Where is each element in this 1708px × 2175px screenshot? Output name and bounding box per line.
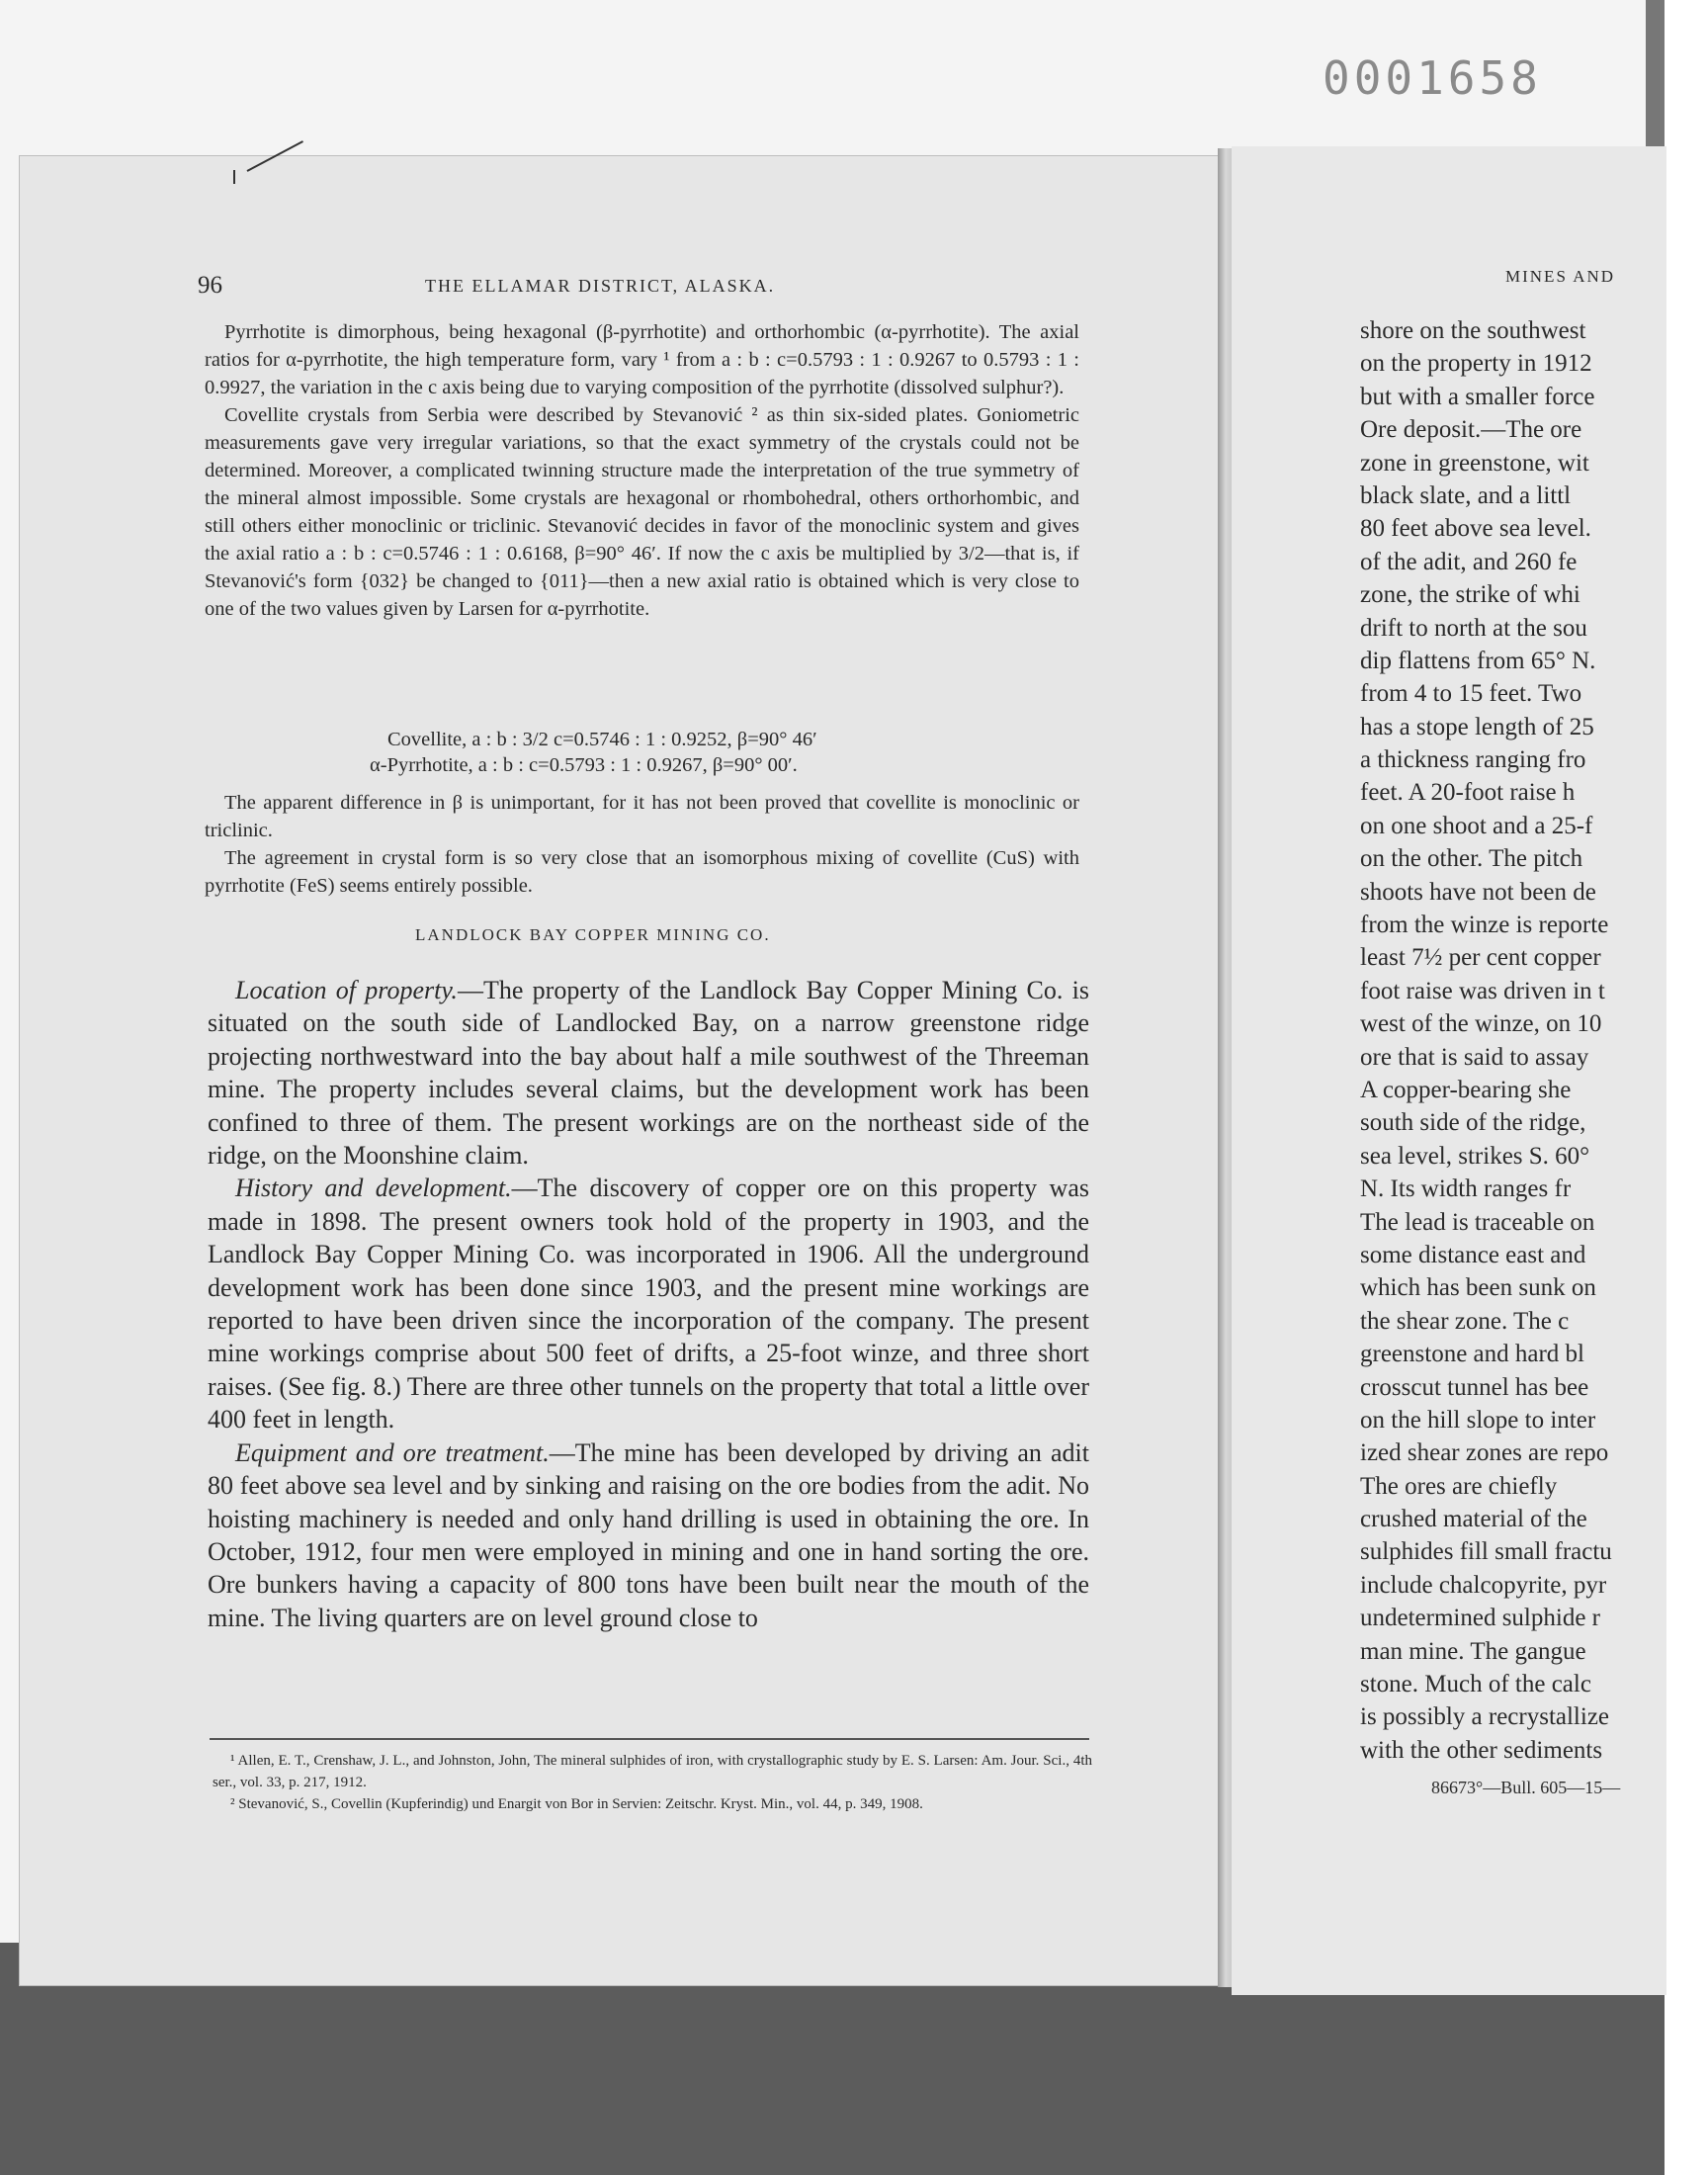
right-column-line: crosscut tunnel has bee bbox=[1360, 1373, 1589, 1401]
right-column-line: black slate, and a littl bbox=[1360, 481, 1572, 509]
right-column-line: least 7½ per cent copper bbox=[1360, 944, 1601, 972]
paragraph-equipment bbox=[208, 1436, 1089, 1634]
right-column-line: but with a smaller force bbox=[1360, 383, 1595, 410]
right-column-line: The lead is traceable on bbox=[1360, 1208, 1595, 1236]
right-column-line: with the other sediments bbox=[1360, 1736, 1603, 1764]
right-column-line: on the hill slope to inter bbox=[1360, 1406, 1596, 1434]
right-column-line: 80 feet above sea level. bbox=[1360, 515, 1591, 543]
right-column-line: ized shear zones are repo bbox=[1360, 1439, 1609, 1467]
right-column-line: on one shoot and a 25-f bbox=[1360, 812, 1593, 839]
right-column-line: has a stope length of 25 bbox=[1360, 713, 1594, 740]
right-column-line: greenstone and hard bl bbox=[1360, 1341, 1585, 1368]
right-column-line: south side of the ridge, bbox=[1360, 1109, 1586, 1137]
right-column-line: the shear zone. The c bbox=[1360, 1307, 1570, 1335]
right-column-line: zone, the strike of whi bbox=[1360, 581, 1580, 609]
right-column-line: west of the winze, on 10 bbox=[1360, 1010, 1602, 1038]
running-title: THE ELLAMAR DISTRICT, ALASKA. bbox=[425, 276, 776, 296]
right-column-line: undetermined sulphide r bbox=[1360, 1605, 1600, 1632]
page-number: 96 bbox=[198, 272, 222, 299]
footnotes bbox=[213, 1750, 1092, 1815]
right-column-line: some distance east and bbox=[1360, 1241, 1586, 1268]
right-column-line: shore on the southwest bbox=[1360, 317, 1586, 344]
small-text-block bbox=[205, 318, 1079, 623]
right-page-footer: 86673°—Bull. 605—15— bbox=[1431, 1778, 1621, 1797]
paragraph-covellite: Covellite crystals from Serbia were described by Stevanović ² as thin six-sided plates. Goniometric measurements gave very irregular variations, so that the exact symmetry of the crystals could not be determined. Moreover, a complicated twinning structure made the interpretation of the true symmetry of the mineral almost impossible. Some crystals are hexagonal or rhombohedral, others orthorhombic, and still others either monoclinic or triclinic. Stevanović decides in favor of the monoclinic system and gives the axial ratio a : b : c=0.5746 : 1 : 0.6168, β=90° 46′. If now the c axis be multiplied by 3/2—that is, if Stevanović's form {032} be changed to {011}—then a new axial ratio is obtained which is very close to one of the two values given by Larsen for α-pyrrhotite. bbox=[205, 404, 1079, 620]
right-column-line: on the other. The pitch bbox=[1360, 845, 1583, 873]
paragraph-lead: Location of property. bbox=[235, 976, 458, 1004]
paragraph-body: —The property of the Landlock Bay Copper Mining Co. is situated on the south side of Landlocked Bay, on a narrow greenstone ridge projecting northwestward into the bay about half a mile southwest of the Threeman mine. The property includes several claims, but the development work has been confined to three of them. The present workings are on the northeast side of the ridge, on the Moonshine claim. bbox=[208, 976, 1090, 1171]
right-column-line: zone in greenstone, wit bbox=[1360, 449, 1589, 477]
paragraph-history bbox=[208, 1172, 1089, 1436]
paragraph-lead: Equipment and ore treatment. bbox=[235, 1437, 550, 1467]
page-stamp: 0001658 bbox=[1323, 51, 1542, 105]
right-running-head: MINES AND bbox=[1505, 267, 1616, 286]
right-column-line: is possibly a recrystallize bbox=[1360, 1703, 1610, 1731]
paragraph-lead: History and development. bbox=[235, 1174, 512, 1203]
right-column-line: crushed material of the bbox=[1360, 1506, 1587, 1533]
right-column-line: on the property in 1912 bbox=[1360, 350, 1592, 378]
right-column-line: foot raise was driven in t bbox=[1360, 977, 1605, 1004]
right-column-line: of the adit, and 260 fe bbox=[1360, 548, 1578, 575]
pencil-mark-small bbox=[233, 170, 235, 184]
right-column-line: drift to north at the sou bbox=[1360, 614, 1587, 642]
right-column-line: N. Its width ranges fr bbox=[1360, 1175, 1572, 1203]
paragraph-body: —The mine has been developed by driving an adit 80 feet above sea level and by sinking and raising on the ore bodies from the adit. No hoisting machinery is needed and only hand drilling is used in obtaining the ore. In October, 1912, four men were employed in mining and one in hand sorting the ore. Ore bunkers having a capacity of 800 tons have been built near the mouth of the mine. The living quarters are on level ground close to bbox=[208, 1437, 1089, 1632]
right-column-line: which has been sunk on bbox=[1360, 1274, 1596, 1302]
paragraph-difference: The apparent difference in β is unimportant, for it has not been proved that covellite is monoclinic or triclinic. bbox=[205, 792, 1079, 841]
equation-pyrrhotite: α-Pyrrhotite, a : b : c=0.5793 : 1 : 0.9267, β=90° 00′. bbox=[370, 754, 798, 776]
running-head bbox=[198, 272, 1087, 311]
equation-covellite: Covellite, a : b : 3/2 c=0.5746 : 1 : 0.9252, β=90° 46′ bbox=[387, 729, 817, 750]
small-text-block-2 bbox=[205, 789, 1079, 900]
right-column-line: feet. A 20-foot raise h bbox=[1360, 779, 1576, 807]
right-column-line: include chalcopyrite, pyr bbox=[1360, 1571, 1607, 1599]
right-column-line: sea level, strikes S. 60° bbox=[1360, 1142, 1590, 1170]
right-column-line: The ores are chiefly bbox=[1360, 1472, 1558, 1500]
footnote-rule bbox=[210, 1738, 1089, 1740]
scan-right-margin bbox=[1665, 0, 1708, 2175]
right-column-text bbox=[1360, 314, 1666, 1767]
right-column-line: shoots have not been de bbox=[1360, 878, 1596, 906]
right-column-line: stone. Much of the calc bbox=[1360, 1671, 1591, 1698]
right-column-line: dip flattens from 65° N. bbox=[1360, 647, 1596, 674]
paragraph-location bbox=[208, 974, 1089, 1172]
right-column-line: Ore deposit.—The ore bbox=[1360, 416, 1582, 444]
right-column-line: sulphides fill small fractu bbox=[1360, 1538, 1612, 1566]
right-column-line: a thickness ranging fro bbox=[1360, 746, 1586, 774]
right-column-line: from the winze is reporte bbox=[1360, 912, 1609, 939]
right-column-line: man mine. The gangue bbox=[1360, 1637, 1586, 1665]
paragraph-agreement: The agreement in crystal form is so very close that an isomorphous mixing of covellite (CuS) with pyrrhotite (FeS) seems entirely possible. bbox=[205, 847, 1079, 897]
right-column-line: ore that is said to assay bbox=[1360, 1043, 1589, 1071]
right-column-line: from 4 to 15 feet. Two bbox=[1360, 680, 1582, 708]
right-column-line: A copper-bearing she bbox=[1360, 1076, 1572, 1103]
footnote-2: ² Stevanović, S., Covellin (Kupferindig) und Enargit von Bor in Servien: Zeitschr. Kryst. Min., vol. 44, p. 349, 1908. bbox=[230, 1796, 923, 1812]
paragraph-body: —The discovery of copper ore on this property was made in 1898. The present owners took hold of the property in 1903, and the Landlock Bay Copper Mining Co. was incorporated in 1906. All the underground development work has been done since 1903, and the present mine workings are reported to have been driven since the incorporation of the company. The present mine workings comprise about 500 feet of drifts, a 25-foot winze, and three short raises. (See fig. 8.) There are three other tunnels on the property that total a little over 400 feet in length. bbox=[208, 1174, 1089, 1435]
footnote-1: ¹ Allen, E. T., Crenshaw, J. L., and Johnston, John, The mineral sulphides of iron, with crystallographic study by E. S. Larsen: Am. Jour. Sci., 4th ser., vol. 33, p. 217, 1912. bbox=[213, 1753, 1092, 1790]
main-text-block bbox=[208, 974, 1089, 1634]
paragraph-pyrrhotite: Pyrrhotite is dimorphous, being hexagonal (β-pyrrhotite) and orthorhombic (α-pyrrhotite). The axial ratios for α-pyrrhotite, the high temperature form, vary ¹ from a : b : c=0.5793 : 1 : 0.9267 to 0.5793 : 1 : 0.9927, the variation in the c axis being due to varying composition of the pyrrhotite (dissolved sulphur?). bbox=[205, 321, 1079, 398]
section-heading: LANDLOCK BAY COPPER MINING CO. bbox=[415, 925, 771, 944]
